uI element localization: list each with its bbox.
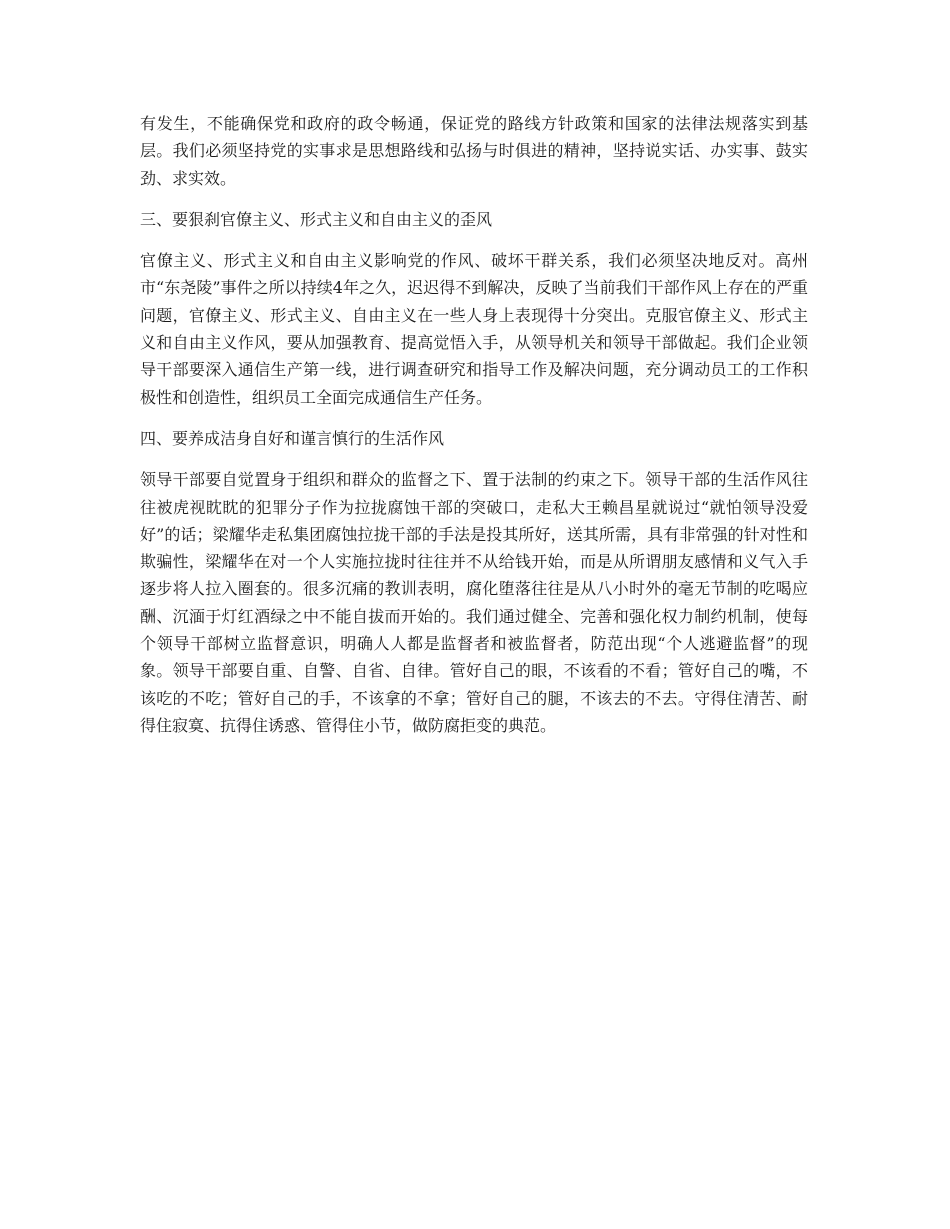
intro-paragraph: 有发生，不能确保党和政府的政令畅通，保证党的路线方针政策和国家的法律法规落实到基层。我们必须坚持党的实事求是思想路线和弘扬与时俱进的精神，坚持说实话、办实事、鼓实劲、求实效。: [140, 114, 808, 188]
section-heading-three: 三、要狠刹官僚主义、形式主义和自由主义的歪风: [140, 209, 493, 229]
section-three-paragraph: 官僚主义、形式主义和自由主义影响党的作风、破坏干群关系，我们必须坚决地反对。高州市“东尧陵”事件之所以持续4年之久，迟迟得不到解决，反映了当前我们干部作风上存在的严重问题，官僚主义、形式主义、自由主义在一些人身上表现得十分突出。克服官僚主义、形式主义和自由主义作风，要从加强教育、提高觉悟入手，从领导机关和领导干部做起。我们企业领导干部要深入通信生产第一线，进行调查研究和指导工作及解决问题，充分调动员工的工作积极性和创造性，组织员工全面完成通信生产任务。: [140, 251, 808, 407]
section-heading-four: 四、要养成洁身自好和谨言慎行的生活作风: [140, 428, 445, 448]
document-page: [140, 110, 808, 753]
section-four-paragraph: 领导干部要自觉置身于组织和群众的监督之下、置于法制的约束之下。领导干部的生活作风往往被虎视眈眈的犯罪分子作为拉拢腐蚀干部的突破口，走私大王赖昌星就说过“就怕领导没爱好”的话；梁耀华走私集团腐蚀拉拢干部的手法是投其所好，送其所需，具有非常强的针对性和欺骗性，梁耀华在对一个人实施拉拢时往往并不从给钱开始，而是从所谓朋友感情和义气入手逐步将人拉入圈套的。很多沉痛的教训表明，腐化堕落往往是从八小时外的毫无节制的吃喝应酬、沉湎于灯红酒绿之中不能自拔而开始的。我们通过健全、完善和强化权力制约机制，使每个领导干部树立监督意识，明确人人都是监督者和被监督者，防范出现“个人逃避监督”的现象。领导干部要自重、自警、自省、自律。管好自己的眼，不该看的不看；管好自己的嘴，不该吃的不吃；管好自己的手，不该拿的不拿；管好自己的腿，不该去的不去。守得住清苦、耐得住寂寞、抗得住诱惑、管得住小节，做防腐拒变的典范。: [140, 470, 808, 735]
